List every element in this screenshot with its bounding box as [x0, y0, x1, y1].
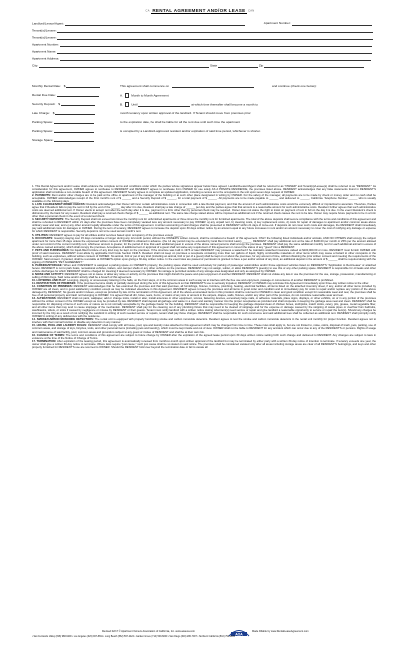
- footer-revision: [102, 631, 195, 634]
- paragraph-text: 1. This Rental Agreement and/or Lease shall evidence the complete terms and conditions under which the parties whose signatures appear below have agreed. Landlord/Lessor/Agent shall be referred to as "OWNER" and Tenant(s)/Lessee(s) shall be referred to as "RESIDENT." As consideration for this agreement, OWNER agrees to rent/lease to RESIDENT and RESIDENT agrees to rent/lease from OWNER for use solely AS A PRIVATE RESIDENCE, the premises listed above. RESIDENT acknowledges that any false statements found in RESIDENT'S application shall constitute a non-curable breach of this agreement. RESIDENT hereby agrees to complete an updated application, including a census as to the occupants in the unit upon seven days request of OWNER.: [32, 185, 376, 195]
- paragraph-heading: 15. HOUSE, POOL AND LAUNDRY RULES:: [32, 324, 88, 328]
- apartment-number-label: Apartment Number:: [32, 42, 59, 47]
- option-a-text: Month to Month Agreement: [131, 93, 169, 98]
- paragraph-7: [32, 249, 376, 264]
- paragraph-text: After expiration of the leasing period, this agreement is automatically renewed from month-to-month upon written approval of the landlord but may be terminated by either party with a written 30-day notice of intention to terminate. If tenancy exceeds one year, the owner shall give a written 60-day notice to terminate. Where laws require "just cause," such just cause shall be so stated on said notice. The premises shall be considered vacated only after all areas including storage areas are clear of all RESIDENT'S belongings, and keys and other property furnished for RESIDENT'S use are returned to OWNER. Should the RESIDENT hold over beyond the termination date or fail to vacate all: [32, 339, 377, 349]
- apartment-name-field[interactable]: [57, 50, 372, 54]
- paragraph-heading: 16. CHANGE OF TERMS:: [32, 333, 65, 337]
- paragraph-heading: 17. TERMINATION:: [32, 339, 57, 343]
- late-charge-row: [32, 111, 95, 116]
- rental-due-row: [32, 93, 99, 98]
- parking-text: to the expiration date, he shall be liable for all the rent due until such time the apartment: [120, 120, 241, 124]
- option-b-until-field[interactable]: [138, 103, 190, 107]
- paragraph-text: When and if RESIDENT is assigned a parking space on OWNER'S property, the parking space shall be used exclusively for parking of passenger automobiles and/or those approved vehicles listed on RESIDENT'S "Application to Rent/Lease" or attached hereto. RESIDENT is not to park boats, recreational vehicles, trailers, and camper shells or any other vehicles on the premises. RESIDENT may not assign, sublet, or allow RESIDENT'S guest(s) to use this or any other parking space. RESIDENT is responsible for oil leaks and other vehicle discharges for which RESIDENT shall be charged for cleaning if deemed necessary by OWNER. No storage is permitted outside of any storage area designated and only as assigned by OWNER.: [32, 263, 376, 273]
- landlord-label: Landlord/Lessor/Agent:: [32, 21, 64, 26]
- paragraph-text: RESIDENT agrees to pay for all utilities and/or services based upon occupancy of the premises except ______.: [49, 233, 184, 237]
- apartment-number-top-field[interactable]: [292, 22, 372, 26]
- paragraph-heading: 12. CONDITION OF PREMISES:: [32, 285, 73, 289]
- security-deposit-field[interactable]: [61, 102, 95, 106]
- paragraph-text: RESIDENT agrees not to cause or allow any noise or activity on the premises that might disturb the peace and quiet enjoyment of another RESIDENT. RESIDENT shall not violate any law or use the premises for the use, storage, possession, manufacturing or selling of illicit drugs. Said noise and/or activity shall be a breach of this agreement.: [32, 272, 376, 279]
- late-text: month tenancy upon written approval of the landlord. If Tenant should move from premises prior: [120, 111, 251, 115]
- late-charge-currency: $: [52, 111, 55, 115]
- paragraph-text: RESIDENT shall comply with all house, pool, spa and laundry rules attached to this agreement which may be changed from time to time. These rules shall apply to, but are not limited to, noise, odors, disposal of trash, pets, parking, use of common areas, and storage of toys, bicycles, tools, and other personal items (including pets and laundry), which must be kept inside and out of view. OWNER shall not be liable to RESIDENT for any accident which can occur due to any of the RESIDENT'S or persons. Rights of usage and maintenance of said facility, pool, common areas and grounds is subject to any guest or invitee of RESIDENT and shall be at their own risk.: [32, 324, 376, 334]
- tenant1-row: [32, 29, 373, 34]
- city-row: [32, 64, 364, 69]
- state-field[interactable]: [218, 64, 258, 68]
- commence-date-field[interactable]: [172, 84, 254, 88]
- paragraph-heading: 3. LATE CHARGES/RETURNED CHECKS:: [32, 203, 86, 207]
- paragraph-heading: 8. PARKING/STORAGE:: [32, 263, 63, 267]
- storage-space-row: [32, 138, 94, 143]
- late-charge-field[interactable]: [52, 111, 95, 115]
- security-deposit-currency: $: [58, 102, 60, 106]
- footer-revised: Revised 02/17: [102, 630, 118, 633]
- rental-due-label: Rental Due Date:: [32, 93, 56, 97]
- paragraph-1: [32, 185, 376, 194]
- parking-space2-row: [32, 129, 94, 134]
- tenant2-label: Tenant(s)/Lessee:: [32, 35, 57, 40]
- parking-space2-field[interactable]: [54, 129, 94, 133]
- monthly-rent-field[interactable]: [63, 84, 100, 88]
- paragraph-heading: 7. PETS AND FURNISHINGS:: [32, 248, 70, 252]
- logo-text: AOA: [235, 632, 243, 637]
- paragraph-text: Guest(s) staying over 15 days cumulative or longer during any 12-month period, without the OWNER'S written consent, shall be considered a breach of this agreement. ONLY the following listed individuals and/or animals, AND NO OTHERS shall occupy the subject apartment for more than 15 days unless the expressed written consent of OWNER is obtained in advance. (the 14 day period may be extended by local Rent Control Laws) ______. RESIDENT shall pay additional rent at the rate of $100.00 per month or 25% per the amount allowed under rent control of the current monthly rent, whichever amount is greater, for the period of time that each additional guest in excess of the above named persons shall occupy the premises. RESIDENT shall pay the same additional monthly rent for each additional animal in excess of the above named animal(s), which shall occupy the premises. Acceptance of additional rent or approval of a guest shall not waive any requirement of this agreement or convert the status of any "guest" into a RESIDENT.: [32, 236, 376, 249]
- late-charge-label: Late Charge:: [32, 111, 50, 115]
- paragraph-heading: 14. SMOKE/CARBON MONOXIDE DETECTORS:: [32, 318, 94, 322]
- paragraph-12: [32, 285, 376, 297]
- commence-line-wrap: [172, 84, 254, 88]
- tenant2-field[interactable]: [57, 36, 373, 40]
- paragraph-heading: 13. ALTERATIONS:: [32, 297, 57, 301]
- paragraph-text: Resident acknowledges that Owner will incur certain administrative costs in connection with a late Rental payment, and that the amount of such administrative costs would be extremely difficult or impractical to ascertain. Therefore, Parties agree that if Resident fails to pay the rent in full by the end of the ______ day after it is due, Resident shall pay a late charge of ______ per day and the parties agree that that amount is a reasonable amount for such administrative costs. Resident further agrees that such administrative costs are deemed additional rent. If Owner elects to accept rent after the tenth day after it is due, payment in a form other than by personal check may be required. Owner does not waive the right to insist on payment of rent in full on the day it is due. In the event Resident's check is dishonored by the bank for any reason, Resident shall pay a returned check charge of $ ______ as additional rent. The same late charge stated above will be imposed as additional rent if the returned check causes the rent to be late. Owner may require future payments to be in a form other than a personal check in the event of a returned check.: [32, 203, 376, 219]
- monthly-rent-label: Monthly Rental Rate:: [32, 84, 61, 88]
- zip-field[interactable]: [264, 64, 364, 68]
- commence-text: This agreement shall commence on: [120, 84, 170, 88]
- security-deposit-row: [32, 102, 95, 107]
- paragraph-heading: 10. LOITERING AND PLAY:: [32, 278, 67, 282]
- rental-due-field[interactable]: [57, 93, 99, 97]
- paragraph-4: [32, 218, 376, 233]
- agreement-body: [32, 185, 376, 349]
- apartment-name-label: Apartment Name:: [32, 49, 57, 54]
- paragraph-text: RESIDENT acknowledges that he has examined the premises and that said premises, all furnishings, fixtures, furniture, plumbing, heating, electrical facilities, all items listed on the attached inventory sheet, if any, and/or all other items provided by OWNER are all clean, and in good satisfactory condition except as may be indicated elsewhere in this Agreement. RESIDENT agrees to keep the premises and all items in good order and condition and to immediately pay for costs to repair and/or replace any portion of the above damaged by RESIDENT, his guests and/or invitees, except as provided by law. At the termination of this Agreement, all of the above-enumerated items in this provision shall be returned to OWNER in clean and good condition except for reasonable wear and tear, the premises shall be free of all personal property and trash not belonging to OWNER. It is agreed that all dirt, holes, tears, burns, or stains of any size or amount in the carpets, drapes, walls, fixtures, and/or any other part of the premises, do not constitute reasonable wear and tear.: [32, 285, 377, 298]
- monthly-rent-currency: $: [63, 84, 66, 88]
- paragraph-2: [32, 194, 376, 203]
- paragraph-8: [32, 264, 376, 273]
- storage-space-label: Storage Space:: [32, 138, 54, 142]
- state-label: State: [209, 63, 218, 68]
- tenant1-field[interactable]: [57, 29, 373, 33]
- city-label: City:: [32, 63, 39, 68]
- paragraph-text: Rent and/or other charges are to be paid at the office or apartment of the manager of the building or at such other place designated in writing by OWNER. For the safety of the manager, all payments are to be made by check or money order and no cash shall be acceptable. OWNER acknowledges receipt of the First month's rent of $ ______ and a Security Deposit of $ ______, for a total payment of $ ______. All payments are to be made payable to ______ and delivered to ______, California. Telephone Number ______ who is usually available on the following days ______.: [32, 194, 376, 204]
- landlord-field[interactable]: [65, 22, 245, 26]
- apartment-address-label: Apartment Address:: [32, 56, 60, 61]
- paragraph-heading: 2. PAYMENTS:: [32, 194, 51, 198]
- footer-site: Made Fillable by www.RentalLeaseAgreement.com: [252, 630, 309, 633]
- apartment-number-field[interactable]: [60, 43, 372, 47]
- parking-text2: is occupied by a Landlord-approved resident and/or expiration of said time period, whichever is shorter.: [120, 129, 261, 133]
- paragraph-6: [32, 237, 376, 249]
- paragraph-text: Lounging, playing, or unnecessary loitering in the halls, on the front steps, or in the common areas in such a way as to interfere with the free use and enjoyment, passage or convenience of another RESIDENT is prohibited.: [67, 278, 334, 282]
- footer-copyright: © Apartment Owners Association of California, Inc. www.aoausa.com: [118, 630, 196, 633]
- apartment-number-top-label: Apartment Number:: [263, 21, 291, 26]
- title-prefix: CA: [145, 9, 150, 13]
- parking-space2-label: Parking Space:: [32, 129, 53, 133]
- continue-text: and continue (check one below):: [272, 84, 317, 88]
- paragraph-heading: 4. SECURITY DEPOSITS:: [32, 218, 65, 222]
- tenant1-label: Tenant(s)/Lessee:: [32, 28, 57, 33]
- paragraph-text: The Security Deposit shall not exceed two times the monthly rent for unfurnished apartments or three times the monthly rent for furnished apartments. The total of the above deposits shall secure compliance with the terms and conditions of this agreement and shall be refunded to RESIDENT within 21 days after the premises have been completely vacated less any amount necessary to pay OWNER: a) any unpaid rent, b) cleaning costs, c) key replacement costs, d) costs for repair of damages to apartment and/or common areas above ordinary wear and tear, and e) any other amount legally allowable under the terms of this agreement. A written accounting of said charges shall be presented to RESIDENT within 21 days of move-out. If deposits do not cover such costs and damages, the RESIDENT shall immediately pay said additional costs for damages to OWNER. During the term of tenancy, RESIDENT agrees to increase the deposit upon 30 days written notice by an amount equal to any future increases in rent and/or an amount necessary to cover the cost of notifying any damage or expense for which RESIDENT is responsible. Security deposit is not to be used as last month's rent.: [32, 218, 376, 234]
- paragraph-13: [32, 297, 376, 318]
- paragraph-heading: 11. DESTRUCTION OF PREMISES:: [32, 282, 77, 285]
- title-suffix: CAN: [248, 9, 255, 13]
- option-b-checkbox[interactable]: [125, 102, 130, 107]
- option-b-until: Until: [131, 102, 138, 107]
- title-text: RENTAL AGREEMENT AND/OR LEASE: [152, 8, 246, 13]
- storage-space-field[interactable]: [54, 138, 94, 142]
- parking-space-row: [32, 120, 94, 125]
- city-field[interactable]: [39, 64, 209, 68]
- option-b: [120, 102, 258, 107]
- paragraph-text: The rental unit is equipped with properly functioning smoke and carbon monoxide detectors. Resident agrees to test the smoke and carbon monoxide detectors in the rental unit monthly for proper function. Resident agrees not to interfere with their normal function or disable any detectors in any manner.: [32, 318, 376, 325]
- apartment-number-row: [32, 43, 372, 48]
- paragraph-heading: 5. UTILITIES:: [32, 233, 49, 237]
- paragraph-15: [32, 324, 376, 333]
- apartment-address-field[interactable]: [60, 57, 371, 61]
- document-title: [0, 8, 400, 13]
- option-b-label: B.: [120, 102, 123, 107]
- paragraph-text: RESIDENT shall not paint, wallpaper, add or change locks, install or alter, install antennas or other equipment, screws, fastening devices, excessively large nails, or adhesive materials, place signs, displays, or other exhibits, on or in any portion of the premises without the written consent of the OWNER except as may be provided by law. RESIDENT shall deposit all garbage and waste in a clean and sanitary manner into the proper receptacles as provided and shall cooperate in keeping the garbage area neat and clean. RESIDENT shall be responsible for disposing of items of such size or nature as is not normally acceptable by the garbage hauler for the building. RESIDENT shall be responsible for keeping the garbage disposal clean of chicken bones, toothpicks, match sticks, celery, pits, grease, metal vegetable fiber, and all other items that may tend to cause stoppage of the mechanism. RESIDENT shall pay for the cleaning out of any plumbing fixture that may need to be cleared of stoppage and for the expense or damage caused by the stopping of waste pipes or overflow from bathtubs, washbasins, toilets, or sinks if caused by negligence or misuse by RESIDENT or their guests. Tenant must notify landlord with a written notice stating what item(s) need service or repair and give landlord a reasonable opportunity to service or repair the item(s). Should any charges be incurred by the City as a result of not notifying the Landlord in writing of such needed service or repairs, tenant shall pay those charges. RESIDENT shall be responsible for such occurrence and said additional fees shall be collected as additional rent. RESIDENT shall promptly notify OWNER in writing of any deficiencies with the residence.: [32, 297, 376, 319]
- paragraph-heading: 6. OCCUPANTS:: [32, 236, 54, 240]
- option-b-text: at which time thereafter shall become a month to: [191, 102, 258, 107]
- security-deposit-label: Security Deposit:: [32, 102, 56, 106]
- parking-space-label: Parking Space:: [32, 120, 53, 124]
- tenant2-row: [32, 36, 373, 41]
- option-a-checkbox[interactable]: [125, 93, 130, 98]
- paragraph-text: The terms and conditions of this agreement are subject to future change by OWNER after the expiration of the agreed lease period upon 30 days written notice setting forth such change and delivered to RESIDENT. Any changes are subject to laws in existence at the time of the Notice of Change of Terms.: [32, 333, 376, 340]
- option-a-label: A.: [120, 93, 123, 98]
- paragraph-heading: 9. NOISE AND ACTIVITY:: [32, 272, 64, 276]
- footer-addresses: • San Fernando Valley (818) 988-9200 • Los Angeles (323) 937-8811 • Long Beach (562) 597-2422 • Garden Grove (714) 539-6000 • San Diego (619) 280-7007 • Northern California (510) 792-1122: [32, 636, 235, 638]
- paragraph-text: If the premises become totally or partially destroyed during the term of this Agreement so that RESIDENT'S use is seriously impaired, RESIDENT or OWNER may terminate this Agreement immediately upon three-day written notice to the other.: [77, 282, 369, 285]
- monthly-rent-row: [32, 84, 100, 89]
- paragraph-3: [32, 203, 376, 218]
- apartment-address-row: [32, 57, 371, 62]
- option-a: [120, 93, 169, 98]
- landlord-row: [32, 22, 372, 27]
- parking-space-field[interactable]: [54, 120, 94, 124]
- zip-label: Zip: [258, 63, 264, 68]
- paragraph-17: [32, 340, 376, 349]
- paragraph-text: No liquid-filled furniture of any kind may be kept on the premises. If the structure was built in 1973 or later RESIDENT may possess a waterbed if he maintains waterbed insurance valued at $100,000.00 or more. RESIDENT must furnish OWNER with proof of said insurance. RESIDENT must abide by applicable Civil Code Section 1940.5. Resident shall not keep on premises a receptacle containing more than ten gallons of liquid, highly combustible materials or other items which may cause a hazard to other occupants or the building, such as explosives, without written consent of OWNER. No animal, bird or pet of any kind (including an animal, bird or pet of a guest) shall be kept on or about the premises, for any amount of time, without obtaining the prior written consent and meeting the requirements of the OWNER. Said consent, if granted, shall be revocable at OWNER'S option upon giving a 30-day written notice. In the event laws are passed or permission is granted to have a pet and/or animal of any kind, an additional deposit in the amount of $ ______ shall be required along with the signing of OWNER'S "PET AGREEMENT.": [32, 248, 377, 264]
- apartment-name-row: [32, 50, 372, 55]
